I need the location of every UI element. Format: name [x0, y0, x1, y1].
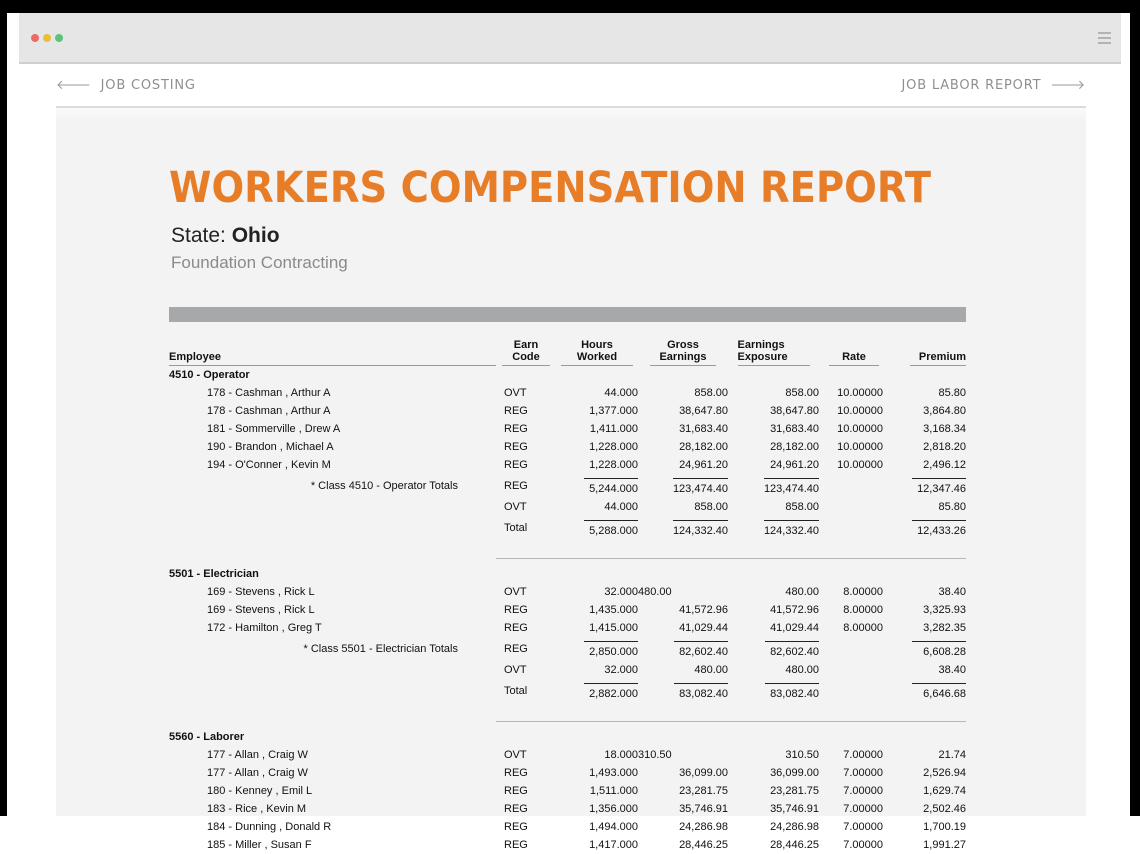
- rate: 8.00000: [843, 604, 883, 616]
- employee-name: 180 - Kenney , Emil L: [207, 785, 313, 797]
- gross-earnings: 35,746.91: [679, 803, 728, 815]
- report-navbar: [56, 64, 1086, 108]
- earnings-exposure: 31,683.40: [770, 423, 819, 435]
- window-titlebar: [19, 13, 1121, 64]
- totals-premium: 12,347.46: [912, 478, 966, 495]
- rate: 8.00000: [843, 586, 883, 598]
- hours-worked: 1,356.000: [589, 803, 638, 815]
- class-totals-label: * Class 4510 - Operator Totals: [310, 480, 458, 492]
- gross-earnings: 24,961.20: [679, 459, 728, 471]
- earnings-exposure: 28,182.00: [770, 441, 819, 453]
- table-row: [169, 420, 966, 438]
- table-row: [169, 764, 966, 782]
- col-premium: Premium: [910, 351, 966, 366]
- earn-code: REG: [504, 405, 528, 417]
- col-gross-earnings: Gross Earnings: [650, 339, 716, 366]
- totals-row: [169, 498, 966, 516]
- class-group-header: [169, 366, 966, 384]
- next-report-label: JOB LABOR REPORT: [901, 77, 1042, 93]
- class-title: 5560 - Laborer: [169, 731, 245, 743]
- premium: 38.40: [938, 586, 966, 598]
- totals-hours: 44.000: [604, 501, 638, 513]
- gross-earnings: 36,099.00: [679, 767, 728, 779]
- hours-worked: 32.000: [604, 586, 638, 598]
- maximize-dot-icon[interactable]: [55, 34, 63, 42]
- earnings-exposure: 36,099.00: [770, 767, 819, 779]
- totals-code: REG: [504, 643, 528, 655]
- premium: 1,700.19: [923, 821, 966, 833]
- earnings-exposure: 310.50: [785, 749, 819, 761]
- totals-premium: 12,433.26: [912, 520, 966, 537]
- table-row: [169, 619, 966, 637]
- totals-hours: 2,850.000: [584, 641, 638, 658]
- earn-code: REG: [504, 821, 528, 833]
- earn-code: REG: [504, 459, 528, 471]
- hours-worked: 1,511.000: [589, 785, 638, 797]
- hours-worked: 1,411.000: [589, 423, 638, 435]
- employee-name: 184 - Dunning , Donald R: [207, 821, 332, 833]
- col-hours-worked: Hours Worked: [561, 339, 633, 366]
- employee-name: 190 - Brandon , Michael A: [207, 441, 334, 453]
- earnings-exposure: 41,572.96: [770, 604, 819, 616]
- totals-exposure: 124,332.40: [764, 520, 819, 537]
- employee-name: 178 - Cashman , Arthur A: [207, 387, 331, 399]
- earn-code: REG: [504, 839, 528, 851]
- totals-code: REG: [504, 480, 528, 492]
- screen-frame-right: [1130, 0, 1140, 816]
- hours-worked: 1,435.000: [589, 604, 638, 616]
- employee-name: 183 - Rice , Kevin M: [207, 803, 307, 815]
- premium: 85.80: [938, 387, 966, 399]
- totals-gross: 480.00: [694, 664, 728, 676]
- totals-row: [169, 474, 966, 498]
- employee-name: 177 - Allan , Craig W: [207, 767, 308, 779]
- earnings-exposure: 28,446.25: [770, 839, 819, 851]
- col-employee: Employee: [169, 351, 496, 366]
- totals-hours: 5,244.000: [584, 478, 638, 495]
- premium: 2,818.20: [923, 441, 966, 453]
- hours-worked: 1,493.000: [589, 767, 638, 779]
- totals-exposure: 82,602.40: [765, 641, 819, 658]
- premium: 3,282.35: [923, 622, 966, 634]
- table-row: [169, 836, 966, 854]
- employee-name: 194 - O'Conner , Kevin M: [207, 459, 331, 471]
- gross-earnings: 28,182.00: [679, 441, 728, 453]
- table-row: [169, 438, 966, 456]
- table-row: [169, 402, 966, 420]
- totals-row: [169, 516, 966, 540]
- gross-earnings: 24,286.98: [679, 821, 728, 833]
- employee-name: 181 - Sommerville , Drew A: [207, 423, 341, 435]
- gross-earnings: 310.50: [638, 749, 672, 761]
- earn-code: OVT: [504, 387, 527, 399]
- rate: 10.00000: [837, 405, 883, 417]
- class-group-header: [169, 728, 966, 746]
- employee-name: 169 - Stevens , Rick L: [207, 586, 315, 598]
- hours-worked: 18.000: [604, 749, 638, 761]
- report-table: [169, 339, 966, 854]
- report-title: WORKERS COMPENSATION REPORT: [169, 163, 932, 213]
- browser-window: [19, 13, 1121, 851]
- totals-gross: 124,332.40: [673, 520, 728, 537]
- employee-name: 178 - Cashman , Arthur A: [207, 405, 331, 417]
- hours-worked: 1,228.000: [589, 441, 638, 453]
- rate: 7.00000: [843, 749, 883, 761]
- prev-report-link[interactable]: [56, 77, 196, 93]
- class-group-header: [169, 565, 966, 583]
- totals-gross: 82,602.40: [674, 641, 728, 658]
- earnings-exposure: 24,961.20: [770, 459, 819, 471]
- premium: 1,991.27: [923, 839, 966, 851]
- hours-worked: 1,417.000: [589, 839, 638, 851]
- totals-code: Total: [504, 522, 528, 534]
- totals-row: [169, 679, 966, 703]
- table-row: [169, 782, 966, 800]
- employee-name: 172 - Hamilton , Greg T: [207, 622, 322, 634]
- gross-earnings: 28,446.25: [679, 839, 728, 851]
- earn-code: OVT: [504, 586, 527, 598]
- totals-gross: 123,474.40: [673, 478, 728, 495]
- totals-exposure: 123,474.40: [764, 478, 819, 495]
- hours-worked: 1,377.000: [589, 405, 638, 417]
- class-totals-label: * Class 5501 - Electrician Totals: [303, 643, 458, 655]
- totals-hours: 32.000: [604, 664, 638, 676]
- earnings-exposure: 35,746.91: [770, 803, 819, 815]
- class-title: 5501 - Electrician: [169, 568, 259, 580]
- gross-earnings: 31,683.40: [679, 423, 728, 435]
- rate: 7.00000: [843, 803, 883, 815]
- totals-exposure: 83,082.40: [765, 683, 819, 700]
- totals-premium: 85.80: [938, 501, 966, 513]
- totals-row: [169, 661, 966, 679]
- earnings-exposure: 480.00: [785, 586, 819, 598]
- totals-hours: 5,288.000: [584, 520, 638, 537]
- premium: 1,629.74: [923, 785, 966, 797]
- table-row: [169, 601, 966, 619]
- close-dot-icon[interactable]: [31, 34, 39, 42]
- totals-row: [169, 637, 966, 661]
- state-line: [171, 224, 280, 248]
- rate: 7.00000: [843, 785, 883, 797]
- totals-gross: 83,082.40: [674, 683, 728, 700]
- totals-code: OVT: [504, 501, 527, 513]
- totals-exposure: 858.00: [785, 501, 819, 513]
- hours-worked: 1,415.000: [589, 622, 638, 634]
- premium: 3,325.93: [923, 604, 966, 616]
- premium: 2,526.94: [923, 767, 966, 779]
- earnings-exposure: 24,286.98: [770, 821, 819, 833]
- hours-worked: 1,494.000: [589, 821, 638, 833]
- gross-earnings: 23,281.75: [679, 785, 728, 797]
- earnings-exposure: 41,029.44: [770, 622, 819, 634]
- rate: 10.00000: [837, 459, 883, 471]
- class-title: 4510 - Operator: [169, 369, 250, 381]
- next-report-link[interactable]: [902, 77, 1086, 93]
- earn-code: REG: [504, 441, 528, 453]
- premium: 2,502.46: [923, 803, 966, 815]
- gross-earnings: 858.00: [694, 387, 728, 399]
- employee-name: 185 - Miller , Susan F: [207, 839, 312, 851]
- prev-report-label: JOB COSTING: [100, 77, 196, 93]
- table-row: [169, 818, 966, 836]
- earn-code: REG: [504, 803, 528, 815]
- earn-code: REG: [504, 604, 528, 616]
- rate: 8.00000: [843, 622, 883, 634]
- group-separator: [169, 540, 966, 559]
- col-earn-code: Earn Code: [502, 339, 550, 366]
- totals-premium: 6,646.68: [912, 683, 966, 700]
- report-document: [56, 108, 1086, 851]
- premium: 2,496.12: [923, 459, 966, 471]
- gross-earnings: 41,029.44: [679, 622, 728, 634]
- table-row: [169, 456, 966, 474]
- rate: 7.00000: [843, 767, 883, 779]
- traffic-lights: [31, 34, 63, 42]
- totals-gross: 858.00: [694, 501, 728, 513]
- state-label: State:: [171, 224, 226, 247]
- premium: 3,864.80: [923, 405, 966, 417]
- employee-name: 177 - Allan , Craig W: [207, 749, 308, 761]
- gross-earnings: 480.00: [638, 586, 672, 598]
- totals-code: OVT: [504, 664, 527, 676]
- totals-exposure: 480.00: [785, 664, 819, 676]
- company-name: Foundation Contracting: [171, 253, 348, 272]
- hamburger-icon[interactable]: [1098, 32, 1111, 47]
- earn-code: REG: [504, 785, 528, 797]
- screen-frame-left: [0, 0, 7, 816]
- hours-worked: 1,228.000: [589, 459, 638, 471]
- col-rate: Rate: [829, 351, 879, 366]
- employee-name: 169 - Stevens , Rick L: [207, 604, 315, 616]
- totals-premium: 38.40: [938, 664, 966, 676]
- premium: 3,168.34: [923, 423, 966, 435]
- arrow-left-icon: 🡐: [56, 78, 92, 93]
- column-header-row: [169, 339, 966, 366]
- hours-worked: 44.000: [604, 387, 638, 399]
- earn-code: OVT: [504, 749, 527, 761]
- earn-code: REG: [504, 423, 528, 435]
- screen-frame-top: [0, 0, 1140, 13]
- earn-code: REG: [504, 767, 528, 779]
- totals-hours: 2,882.000: [584, 683, 638, 700]
- earnings-exposure: 23,281.75: [770, 785, 819, 797]
- gross-earnings: 41,572.96: [679, 604, 728, 616]
- rate: 10.00000: [837, 387, 883, 399]
- table-row: [169, 384, 966, 402]
- totals-code: Total: [504, 685, 528, 697]
- earn-code: REG: [504, 622, 528, 634]
- header-divider-bar: [169, 307, 966, 322]
- gross-earnings: 38,647.80: [679, 405, 728, 417]
- arrow-right-icon: 🡒: [1050, 78, 1086, 93]
- group-separator: [169, 703, 966, 722]
- rate: 7.00000: [843, 839, 883, 851]
- rate: 10.00000: [837, 423, 883, 435]
- earnings-exposure: 38,647.80: [770, 405, 819, 417]
- earnings-exposure: 858.00: [785, 387, 819, 399]
- table-row: [169, 583, 966, 601]
- premium: 21.74: [938, 749, 966, 761]
- state-value: Ohio: [231, 224, 280, 247]
- minimize-dot-icon[interactable]: [43, 34, 51, 42]
- totals-premium: 6,608.28: [912, 641, 966, 658]
- table-row: [169, 800, 966, 818]
- rate: 7.00000: [843, 821, 883, 833]
- col-earnings-exposure: Earnings Exposure: [738, 339, 810, 366]
- rate: 10.00000: [837, 441, 883, 453]
- table-row: [169, 746, 966, 764]
